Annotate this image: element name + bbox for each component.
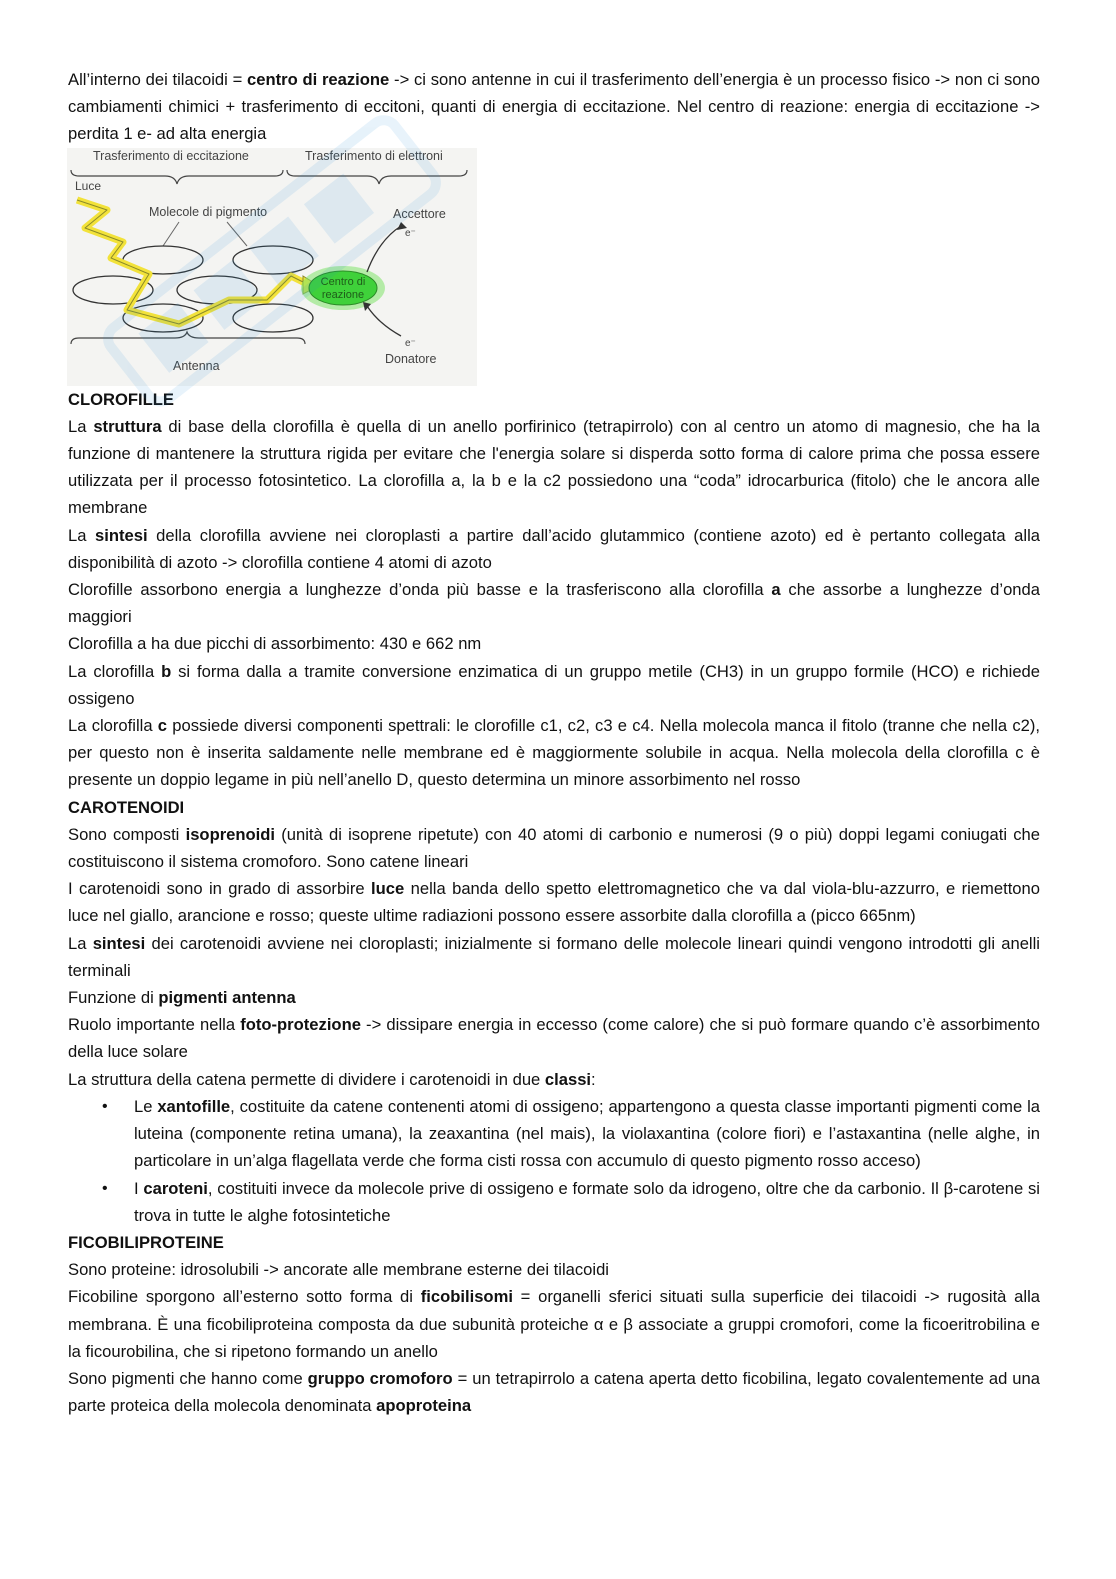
label-luce: Luce [75, 178, 102, 193]
intro-text-1: All’interno dei tilacoidi = [68, 70, 248, 89]
carotenoidi-paragraph-4: Funzione di pigmenti antenna [68, 988, 296, 1008]
carotenoidi-paragraph-3: La sintesi dei carotenoidi avviene nei cloroplasti; inizialmente si formano delle molecole lineari quindi vengono introdotti gli anelli terminali [68, 933, 1040, 980]
ficobili-paragraph-3: Sono pigmenti che hanno come gruppo cromoforo = un tetrapirrolo a catena aperta detto ficobilina, legato covalentemente ad una parte proteica della molecola denominata apoproteina [68, 1368, 1040, 1416]
intro-bold-centro: centro di reazione [247, 70, 390, 89]
pointer-line [227, 222, 247, 246]
list-item: • Le xantofille, costituite da catene contenenti atomi di ossigeno; appartengono a questa classe importanti pigmenti come la luteina (componente retina umana), la zeaxantina (nel mais), la violaxantina (colore fiori) e l’astaxantina (nelle alghe, in particolare in un’alga flagellata verde che forma cisti rossa con accumulo di questo pigmento rosso acceso) [134, 1093, 1040, 1175]
label-centro-1: Centro di [320, 275, 366, 288]
pointer-line [163, 222, 179, 246]
carotenoidi-paragraph-5: Ruolo importante nella foto-protezione -> dissipare energia in eccesso (come calore) che si può formare quando c’è assorbimento della luce solare [68, 1015, 1040, 1062]
clorofille-paragraph-1: La struttura di base della clorofilla è quella di un anello porfirinico (tetrapirrolo) con al centro un atomo di magnesio, che ha la funzione di mantenere la struttura rigida per evitare che l'energia solare si disperda sotto forma di calore prima che possa essere utilizzata per il processo fotosintetico. La clorofilla a, la b e la c2 possiedono una “coda” idrocarburica (fitolo) che le ancora alle membrane [68, 416, 1040, 518]
carotenoidi-classes-list [68, 1093, 1040, 1229]
section-title-ficobiliproteine: FICOBILIPROTEINE [68, 1232, 224, 1252]
label-electron: Trasferimento di elettroni [305, 148, 443, 163]
list-item: • I caroteni, costituiti invece da molecole prive di ossigeno e formate solo da idrogeno, oltre che da carbonio. Il β-carotene si trova in tutte le alghe fotosintetiche [134, 1175, 1040, 1229]
electron-in-arrow [367, 306, 401, 336]
ficobili-paragraph-2: Ficobiline sporgono all’esterno sotto forma di ficobilisomi = organelli sferici situati sulla superficie dei tilacoidi -> rugosità alla membrana. È una ficobiliproteina composta da due subunità proteiche α e β associate a gruppi cromofori, come la ficoeritrobilina e la ficourobilina, che si ripetono formando un anello [68, 1287, 1040, 1361]
section-title-carotenoidi: CAROTENOIDI [68, 797, 185, 817]
pigment-molecule [233, 246, 313, 274]
label-centro-2: reazione [321, 288, 365, 301]
section-title-clorofille: CLOROFILLE [68, 389, 175, 409]
label-electron-bottom: e⁻ [405, 337, 416, 349]
antenna-diagram [67, 148, 477, 386]
ficobili-paragraph-1: Sono proteine: idrosolubili -> ancorate alle membrane esterne dei tilacoidi [68, 1260, 609, 1280]
label-antenna: Antenna [173, 358, 220, 373]
intro-paragraph [68, 66, 1040, 148]
brace-electron [287, 170, 467, 184]
intro-text-2: -> ci sono antenne in cui il trasferimento dell’energia è un processo fisico -> non ci sono cambiamenti chimici + trasferimento di eccitoni, quanti di energia di eccitazione. Nel centro di reazione: energia di eccitazione -> perdita 1 e- ad alta energia [68, 70, 1040, 144]
carotenoidi-paragraph-6: La struttura della catena permette di dividere i carotenoidi in due classi: [68, 1069, 596, 1089]
clorofille-paragraph-5: La clorofilla b si forma dalla a tramite conversione enzimatica di un gruppo metile (CH3) in un gruppo formile (HCO) e richiede ossigeno [68, 661, 1040, 708]
clorofille-paragraph-4: Clorofilla a ha due picchi di assorbimento: 430 e 662 nm [68, 634, 482, 654]
carotenoidi-paragraph-1: Sono composti isoprenoidi (unità di isoprene ripetute) con 40 atomi di carbonio e numerosi (9 o più) doppi legami coniugati che costituiscono il sistema cromoforo. Sono catene lineari [68, 824, 1040, 872]
label-electron-top: e⁻ [405, 227, 416, 239]
label-accettore: Accettore [393, 206, 446, 221]
clorofille-paragraph-6: La clorofilla c possiede diversi componenti spettrali: le clorofille c1, c2, c3 e c4. Nella molecola manca il fitolo (tranne che nella c2), per questo non è inserita saldamente nelle membrane ed è maggiormente solubile in acqua. Nella molecola della clorofilla c è presente un doppio legame in più nell’anello D, questo determina un minore assorbimento nel rosso [68, 716, 1040, 790]
brace-antenna [71, 332, 305, 344]
brace-excitation [71, 170, 283, 184]
label-excitation: Trasferimento di eccitazione [93, 148, 249, 163]
carotenoidi-paragraph-2: I carotenoidi sono in grado di assorbire luce nella banda dello spetto elettromagnetico che va dal viola-blu-azzurro, e riemettono luce nel giallo, arancione e rosso; queste ultime radiazioni possono essere assorbite dalla clorofilla a (picco 665nm) [68, 879, 1040, 926]
label-molecole: Molecole di pigmento [149, 204, 268, 219]
pigment-molecule [233, 304, 313, 332]
label-donatore: Donatore [385, 351, 437, 366]
electron-out-arrow [367, 226, 401, 272]
clorofille-paragraph-2: La sintesi della clorofilla avviene nei cloroplasti a partire dall’acido glutammico (contiene azoto) ed è pertanto collegata alla disponibilità di azoto -> clorofilla contiene 4 atomi di azoto [68, 525, 1040, 572]
document-page [68, 66, 1040, 1419]
clorofille-paragraph-3: Clorofille assorbono energia a lunghezze d’onda più basse e la trasferiscono alla clorofilla a che assorbe a lunghezze d’onda maggiori [68, 580, 1040, 627]
antenna-diagram-svg [67, 148, 477, 386]
